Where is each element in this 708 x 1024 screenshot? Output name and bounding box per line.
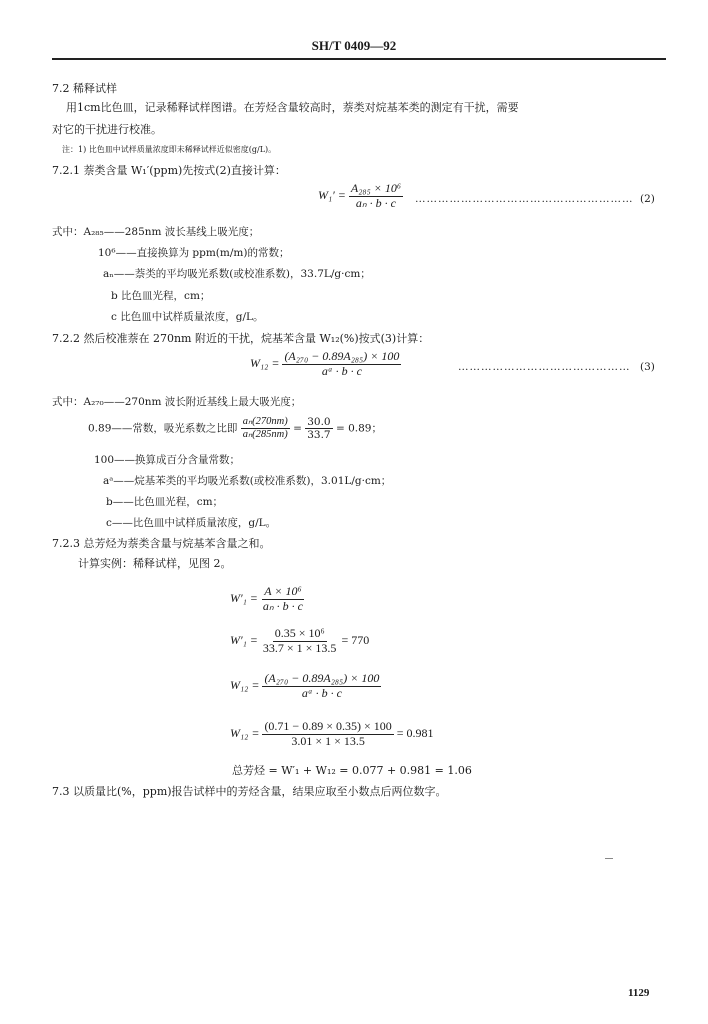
calc-equation-1 xyxy=(230,585,305,614)
equation-2-numerator: A₂₈₅ × 10⁶ xyxy=(350,181,402,195)
calc-equation-4-result: = 0.981 xyxy=(396,726,434,741)
where-1-item-3: aₙ——萘类的平均吸光系数(或校准系数)，33.7L/g·cm； xyxy=(103,268,371,280)
where-2-item-1: 式中：A₂₇₀——270nm 波长附近基线上最大吸光度； xyxy=(52,396,302,408)
calc-equation-2 xyxy=(230,627,369,656)
equation-3-numerator: (A₂₇₀ − 0.89A₂₈₅) × 100 xyxy=(284,349,400,363)
equation-2-fraction xyxy=(349,182,403,211)
section-7-2-3-title: 7.2.3 总芳烃为萘类含量与烷基苯含量之和。 xyxy=(52,537,271,550)
where-2-item-5: b——比色皿光程，cm； xyxy=(106,496,224,508)
calc-equation-2-result: = 770 xyxy=(341,633,370,648)
calc-equation-4-denominator: 3.01 × 1 × 13.5 xyxy=(291,733,365,748)
ratio-fraction xyxy=(241,416,290,441)
equation-2-denominator: aₙ · b · c xyxy=(355,195,396,210)
calc-equation-1-denominator: aₙ · b · c xyxy=(262,598,303,613)
where-1-item-5: c 比色皿中试样质量浓度，g/L。 xyxy=(111,311,264,323)
where-2-item-2-suffix: = 0.89； xyxy=(335,422,382,435)
calc-equation-1-numerator: A × 10⁶ xyxy=(264,584,302,598)
section-7-2-title: 7.2 稀释试样 xyxy=(52,82,117,95)
calc-equation-2-denominator: 33.7 × 1 × 13.5 xyxy=(262,640,337,655)
calc-equation-2-numerator: 0.35 × 10⁶ xyxy=(274,626,325,640)
calc-equation-4-numerator: (0.71 − 0.89 × 0.35) × 100 xyxy=(264,719,392,733)
calc-equation-4 xyxy=(230,720,434,749)
ratio-denominator: aₙ(285nm) xyxy=(242,429,288,441)
equation-3-lhs: W₁₂ = xyxy=(250,356,280,371)
footnote: 注：1) 比色皿中试样质量浓度即未稀释试样近似密度(g/L)。 xyxy=(62,145,277,154)
equation-3-fraction xyxy=(282,350,401,379)
paragraph-line-1: 用1cm比色皿，记录稀释试样图谱。在芳烃含量较高时，萘类对烷基苯类的测定有干扰，需要 xyxy=(66,101,519,114)
equation-2-lhs: W₁′ = xyxy=(318,188,346,203)
stray-mark xyxy=(605,858,613,859)
equation-2-leader: ………………………………………………… xyxy=(415,193,634,205)
where-2-item-2: 0.89——常数，吸光系数之比即 $\frac{\text{aₙ(270nm)}}{\text{aₙ(285nm)}}$ = $\frac{30.0}{33.7}$ = 0.89； xyxy=(88,416,382,442)
calc-equation-3-fraction xyxy=(262,672,381,701)
value-fraction xyxy=(305,416,332,441)
equation-2-number: (2) xyxy=(640,193,655,205)
paragraph-line-2: 对它的干扰进行校准。 xyxy=(52,123,162,136)
section-7-3: 7.3 以质量比(%，ppm)报告试样中的芳烃含量，结果应取至小数点后两位数字。 xyxy=(52,785,447,798)
header-rule xyxy=(52,58,666,60)
section-7-2-2-title: 7.2.2 然后校准萘在 270nm 附近的干扰，烷基苯含量 W₁₂(%)按式(3)计算： xyxy=(52,332,430,345)
equation-2 xyxy=(318,182,403,211)
calc-equation-1-lhs: W′₁ = xyxy=(230,591,258,606)
calc-equation-4-lhs: W₁₂ = xyxy=(230,726,260,741)
calc-equation-4-fraction xyxy=(262,720,393,749)
calc-equation-3 xyxy=(230,672,381,701)
document-header: SH/T 0409—92 xyxy=(311,38,397,53)
value-numerator: 30.0 xyxy=(307,416,331,428)
calc-equation-3-denominator: aᵃ · b · c xyxy=(301,685,342,700)
where-2-item-2-prefix: 0.89——常数，吸光系数之比即 xyxy=(88,422,238,435)
calc-equation-3-numerator: (A₂₇₀ − 0.89A₂₈₅) × 100 xyxy=(264,671,380,685)
ratio-numerator: aₙ(270nm) xyxy=(241,416,290,429)
where-1-item-2: 10⁶——直接换算为 ppm(m/m)的常数； xyxy=(98,247,290,259)
where-1-item-4: b 比色皿光程，cm； xyxy=(111,290,211,302)
where-2-item-3: 100——换算成百分含量常数； xyxy=(94,454,241,466)
calc-equation-2-fraction xyxy=(261,627,339,656)
section-7-2-1-title: 7.2.1 萘类含量 W₁′(ppm)先按式(2)直接计算： xyxy=(52,164,286,177)
where-2-item-4: aᵃ——烷基苯类的平均吸光系数(或校准系数)，3.01L/g·cm； xyxy=(103,475,392,487)
calc-equation-2-lhs: W′₁ = xyxy=(230,633,258,648)
total-aromatics: 总芳烃 = W′₁ + W₁₂ = 0.077 + 0.981 = 1.06 xyxy=(232,764,472,777)
calc-equation-1-fraction xyxy=(261,585,305,614)
calc-equation-3-lhs: W₁₂ = xyxy=(230,678,260,693)
equation-3-number: (3) xyxy=(640,361,655,373)
equation-3 xyxy=(250,350,401,379)
where-2-item-6: c——比色皿中试样质量浓度，g/L。 xyxy=(106,517,277,529)
equation-3-leader: ……………………………………… xyxy=(458,361,631,373)
calculation-example-label: 计算实例：稀释试样，见图 2。 xyxy=(78,557,232,570)
where-1-item-1: 式中：A₂₈₅——285nm 波长基线上吸光度； xyxy=(52,226,260,238)
page-number: 1129 xyxy=(628,987,650,999)
value-denominator: 33.7 xyxy=(307,429,331,442)
equation-3-denominator: aᵃ · b · c xyxy=(321,363,362,378)
